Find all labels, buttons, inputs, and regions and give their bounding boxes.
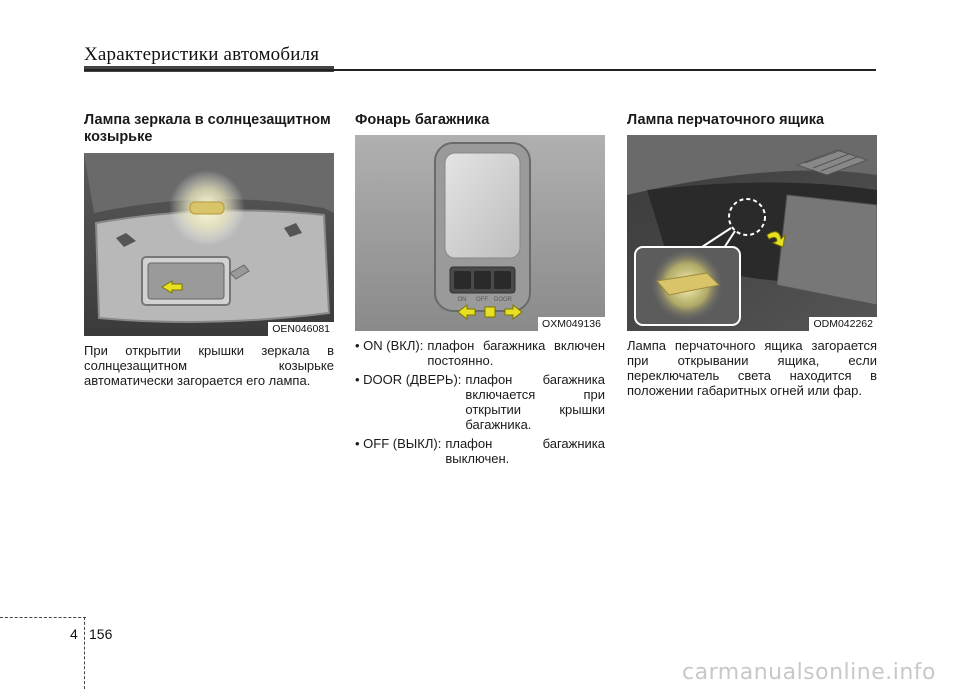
section-glove-box-lamp [627,112,877,398]
section-title: Фонарь багажника [355,112,490,128]
switch-label-off: OFF [476,297,488,303]
footer-rule-horizontal [0,617,86,619]
figure-sun-visor [84,153,334,336]
trunk-lamp-illustration [355,135,605,331]
mode-desc: плафон багажника выключен. [445,436,605,466]
page-number: 156 [89,626,113,642]
section-title: Лампа зеркала в солнцезащитном козырьке [84,112,331,145]
figure-code: OEN046081 [268,322,334,336]
mode-term: • DOOR (ДВЕРЬ): [355,372,462,387]
figure-glove-box [627,135,877,331]
section-text: При открытии крышки зеркала в солнцезащитном козырьке автоматически загорается его лампа. [84,343,334,388]
switch-label-on: ON [457,297,467,303]
figure-code: OXM049136 [538,317,605,331]
chapter-number: 4 [70,626,78,642]
sun-visor-illustration [84,153,334,336]
section-text: Лампа перчаточного ящика загорается при открывании ящика, если переключатель света находится в положении габаритных огней или фар. [627,338,877,398]
mode-term: • OFF (ВЫКЛ): [355,436,442,451]
switch-label-door: DOOR [494,297,512,303]
trunk-lamp-modes-list [355,338,605,466]
list-item [355,436,605,466]
mode-desc: плафон багажника включается при открытии крышки багажника. [465,372,605,432]
glove-box-illustration [627,135,877,331]
footer-rule-vertical [84,617,86,689]
figure-trunk-lamp [355,135,605,331]
section-title: Лампа перчаточного ящика [627,112,825,128]
square-marker-icon [485,307,495,317]
mode-desc: плафон багажника включен постоянно. [427,338,605,368]
section-vanity-mirror-lamp [84,112,334,388]
list-item [355,372,605,432]
mode-term: • ON (ВКЛ): [355,338,424,353]
watermark-text: carmanualsonline.info [682,660,936,685]
list-item [355,338,605,368]
page-header-title: Характеристики автомобиля [84,44,320,65]
figure-code: ODM042262 [809,317,877,331]
header-rule [84,69,876,71]
section-trunk-lamp [355,112,605,470]
